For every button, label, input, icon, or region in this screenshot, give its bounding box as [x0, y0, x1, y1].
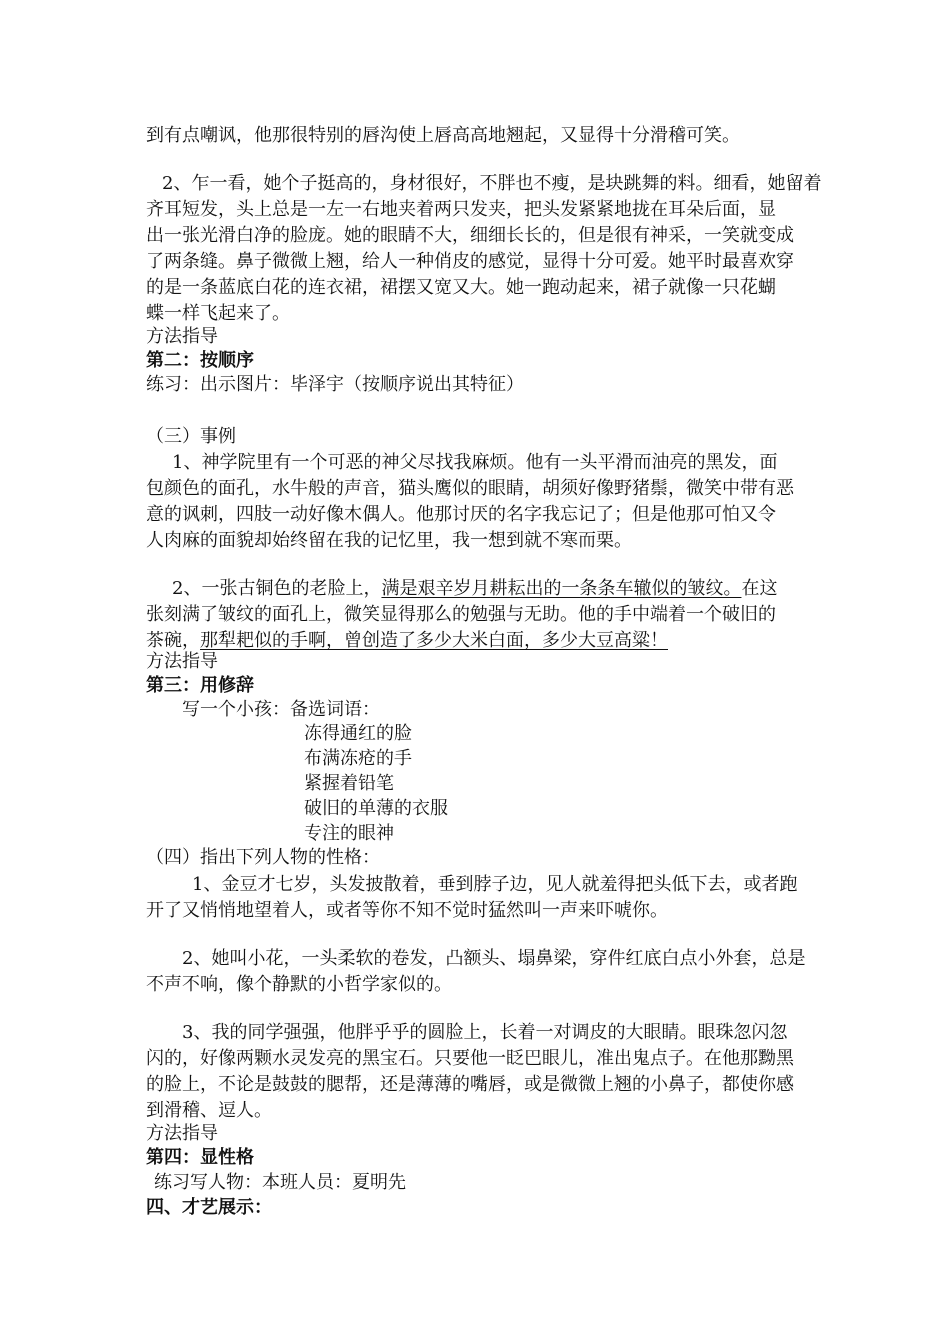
text-line: 不声不响，像个静默的小哲学家似的。	[146, 974, 452, 995]
word-option: 专注的眼神	[304, 823, 394, 844]
text-line: 的脸上，不论是鼓鼓的腮帮，还是薄薄的嘴唇，或是微微上翘的小鼻子，都使你感	[146, 1074, 794, 1095]
section-heading: 第四：显性格	[146, 1147, 254, 1168]
text-line: 到有点嘲讽，他那很特别的唇沟使上唇高高地翘起，又显得十分滑稽可笑。	[146, 125, 740, 146]
text-line: 了两条缝。鼻子微微上翘，给人一种俏皮的感觉，显得十分可爱。她平时最喜欢穿	[146, 251, 794, 272]
text-line: 1、神学院里有一个可恶的神父尽找我麻烦。他有一头平滑而油亮的黑发，面	[172, 452, 778, 473]
text-line: 闪的，好像两颗水灵发亮的黑宝石。只要他一眨巴眼儿，准出鬼点子。在他那黝黑	[146, 1048, 794, 1069]
word-option: 冻得通红的脸	[304, 723, 412, 744]
text-line: 齐耳短发，头上总是一左一右地夹着两只发夹，把头发紧紧地拢在耳朵后面，显	[146, 199, 776, 220]
exercise-line: 练习写人物：本班人员：夏明先	[154, 1172, 406, 1193]
section-title: （四）指出下列人物的性格：	[146, 847, 380, 868]
text-line: 张刻满了皱纹的面孔上，微笑显得那么的勉强与无助。他的手中端着一个破旧的	[146, 604, 776, 625]
underlined-text: 那犁耙似的手啊，曾创造了多少大米白面，多少大豆高粱！	[200, 630, 668, 651]
text-line: 开了又悄悄地望着人，或者等你不知不觉时猛然叫一声来吓唬你。	[146, 900, 668, 921]
text-line: 2、乍一看，她个子挺高的，身材很好，不胖也不瘦，是块跳舞的料。细看，她留着	[162, 173, 822, 194]
text-line: 的是一条蓝底白花的连衣裙，裙摆又宽又大。她一跑动起来，裙子就像一只花蝴	[146, 277, 776, 298]
text-span: 2、一张古铜色的老脸上，	[172, 578, 382, 599]
text-line	[146, 629, 668, 653]
text-line: 3、我的同学强强，他胖乎乎的圆脸上，长着一对调皮的大眼睛。眼珠忽闪忽	[182, 1022, 788, 1043]
prompt-line: 写一个小孩：备选词语：	[182, 699, 380, 720]
text-line: 2、她叫小花，一头柔软的卷发，凸额头、塌鼻梁，穿件红底白点小外套，总是	[182, 948, 806, 969]
text-line: 包颜色的面孔，水牛般的声音，猫头鹰似的眼睛，胡须好像野猪鬃，微笑中带有恶	[146, 478, 794, 499]
method-label: 方法指导	[146, 651, 218, 672]
underlined-text: 满是艰辛岁月耕耘出的一条条车辙似的皱纹。	[381, 578, 742, 599]
text-line: 意的讽刺，四肢一动好像木偶人。他那讨厌的名字我忘记了；但是他那可怕又令	[146, 504, 776, 525]
section-heading: 第三：用修辞	[146, 675, 254, 696]
text-line: 1、金豆才七岁，头发披散着，垂到脖子边，见人就羞得把头低下去，或者跑	[192, 874, 798, 895]
text-line: 蝶一样飞起来了。	[146, 303, 290, 324]
section-heading: 四、才艺展示：	[146, 1197, 272, 1218]
text-span: 在这	[741, 578, 778, 599]
text-line: 到滑稽、逗人。	[146, 1100, 272, 1121]
text-line: 人肉麻的面貌却始终留在我的记忆里，我一想到就不寒而栗。	[146, 530, 632, 551]
word-option: 布满冻疮的手	[304, 748, 412, 769]
text-span: 茶碗，	[146, 630, 200, 651]
text-line	[172, 577, 777, 601]
method-label: 方法指导	[146, 326, 218, 347]
exercise-line: 练习：出示图片：毕泽宇（按顺序说出其特征）	[146, 374, 524, 395]
section-heading: 第二：按顺序	[146, 350, 254, 371]
method-label: 方法指导	[146, 1123, 218, 1144]
word-option: 紧握着铅笔	[304, 773, 394, 794]
word-option: 破旧的单薄的衣服	[304, 798, 448, 819]
section-title: （三）事例	[146, 426, 236, 447]
text-line: 出一张光滑白净的脸庞。她的眼睛不大，细细长长的，但是很有神采，一笑就变成	[146, 225, 794, 246]
